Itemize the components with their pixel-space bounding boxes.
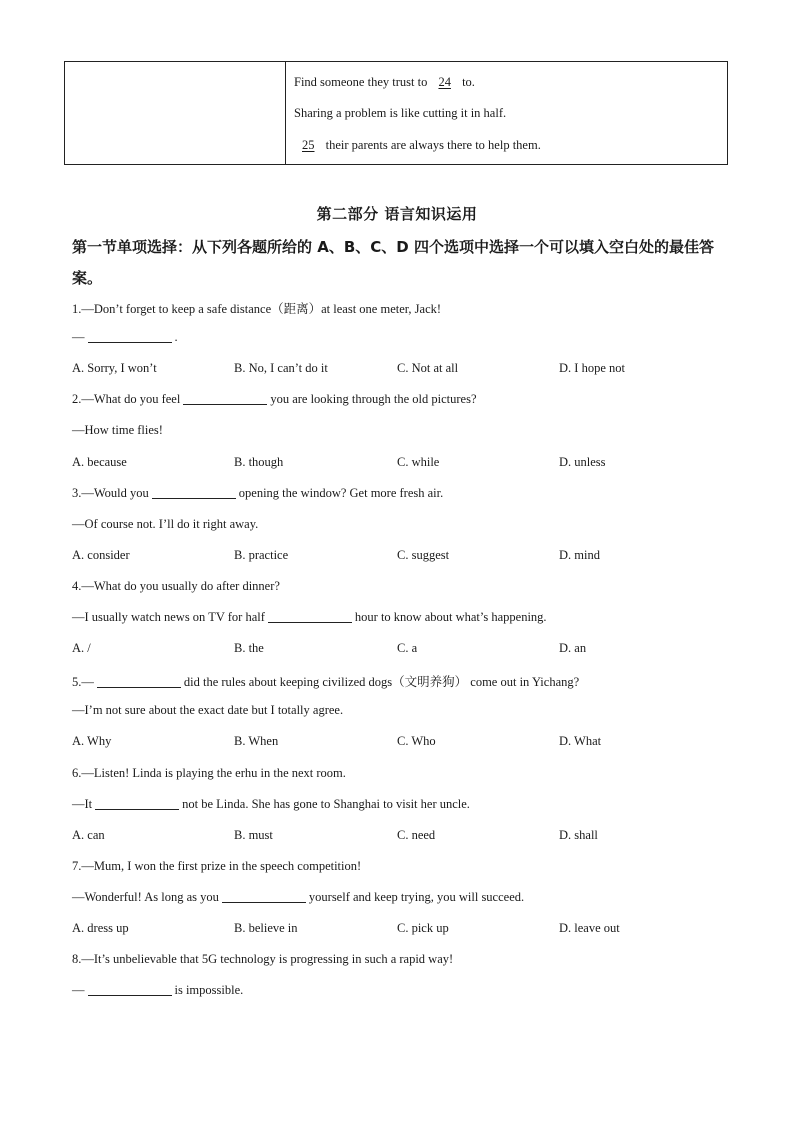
part-title: 第二部分 语言知识运用 (316, 205, 478, 223)
question-3-option-d[interactable]: D. mind (559, 547, 600, 562)
question-6-option-c[interactable]: C. need (397, 827, 436, 842)
question-4-option-b[interactable]: B. the (234, 641, 264, 656)
question-1-option-c[interactable]: C. Not at all (397, 361, 459, 376)
blank-24[interactable]: 24 (438, 75, 451, 89)
answer-blank[interactable] (268, 621, 352, 623)
question-8-response: — is impossible. (72, 983, 244, 998)
question-6-option-a[interactable]: A. can (72, 827, 105, 842)
question-5-response: —I’m not sure about the exact date but I totally agree. (72, 703, 344, 718)
question-6-option-d[interactable]: D. shall (559, 827, 598, 842)
question-5-option-d[interactable]: D. What (559, 734, 602, 749)
answer-table (64, 61, 728, 165)
question-3-option-c[interactable]: C. suggest (397, 547, 450, 562)
question-1-option-b[interactable]: B. No, I can’t do it (234, 361, 328, 376)
question-7-option-b[interactable]: B. believe in (234, 921, 298, 935)
question-2-response: —How time flies! (72, 423, 163, 438)
question-2-option-d[interactable]: D. unless (559, 454, 606, 469)
section-title: 第一节单项选择：从下列各题所给的 A、B、C、D 四个选项中选择一个可以填入空白处的最佳答案。 (72, 238, 714, 287)
question-7-option-a[interactable]: A. dress up (72, 921, 129, 935)
table-line-2: Sharing a problem is like cutting it in half. (294, 106, 507, 120)
blank-25[interactable]: 25 (302, 138, 315, 152)
question-5-option-b[interactable]: B. When (234, 734, 279, 749)
question-3-option-b[interactable]: B. practice (234, 547, 289, 562)
question-7-stem: 7.—Mum, I won the first prize in the speech competition! (72, 858, 362, 873)
answer-blank[interactable] (95, 808, 179, 810)
question-2-stem: 2.—What do you feel you are looking through the old pictures? (72, 392, 477, 407)
question-6-stem: 6.—Listen! Linda is playing the erhu in the next room. (72, 765, 346, 780)
question-5-stem: 5.— did the rules about keeping civilized dogs（文明养狗） come out in Yichang? (72, 675, 580, 690)
question-6-response: —It not be Linda. She has gone to Shanghai to visit her uncle. (72, 796, 470, 811)
answer-blank[interactable] (152, 497, 236, 499)
question-7-option-d[interactable]: D. leave out (559, 921, 620, 935)
question-4-option-d[interactable]: D. an (559, 641, 587, 656)
answer-blank[interactable] (88, 994, 172, 996)
question-6-option-b[interactable]: B. must (234, 827, 273, 842)
question-2-option-c[interactable]: C. while (397, 454, 440, 469)
question-5-option-a[interactable]: A. Why (72, 734, 112, 749)
answer-blank[interactable] (183, 403, 267, 405)
question-4-response: —I usually watch news on TV for half hour to know about what’s happening. (72, 610, 547, 624)
question-4-option-a[interactable]: A. / (72, 641, 91, 656)
answer-blank[interactable] (222, 901, 306, 903)
answer-blank[interactable] (97, 686, 181, 688)
table-column-divider (285, 62, 286, 164)
question-2-option-a[interactable]: A. because (72, 454, 127, 469)
answer-blank[interactable] (88, 341, 172, 343)
question-1-stem: 1.—Don’t forget to keep a safe distance（距离）at least one meter, Jack! (72, 302, 442, 316)
question-4-option-c[interactable]: C. a (397, 641, 418, 656)
question-7-response: —Wonderful! As long as you yourself and keep trying, you will succeed. (72, 889, 525, 904)
question-3-option-a[interactable]: A. consider (72, 547, 130, 562)
question-1-option-d[interactable]: D. I hope not (559, 361, 625, 376)
table-line-1: Find someone they trust to 24 to. (294, 75, 475, 89)
question-2-option-b[interactable]: B. though (234, 454, 284, 469)
question-3-response: —Of course not. I’ll do it right away. (72, 516, 259, 531)
question-3-stem: 3.—Would you opening the window? Get more fresh air. (72, 485, 444, 500)
question-4-stem: 4.—What do you usually do after dinner? (72, 578, 280, 593)
question-5-option-c[interactable]: C. Who (397, 734, 436, 749)
question-8-stem: 8.—It’s unbelievable that 5G technology is progressing in such a rapid way! (72, 952, 454, 967)
question-1-option-a[interactable]: A. Sorry, I won’t (72, 361, 157, 376)
table-line-3: 25 their parents are always there to help them. (294, 138, 541, 153)
question-7-option-c[interactable]: C. pick up (397, 921, 449, 935)
question-1-response: — . (72, 330, 178, 345)
